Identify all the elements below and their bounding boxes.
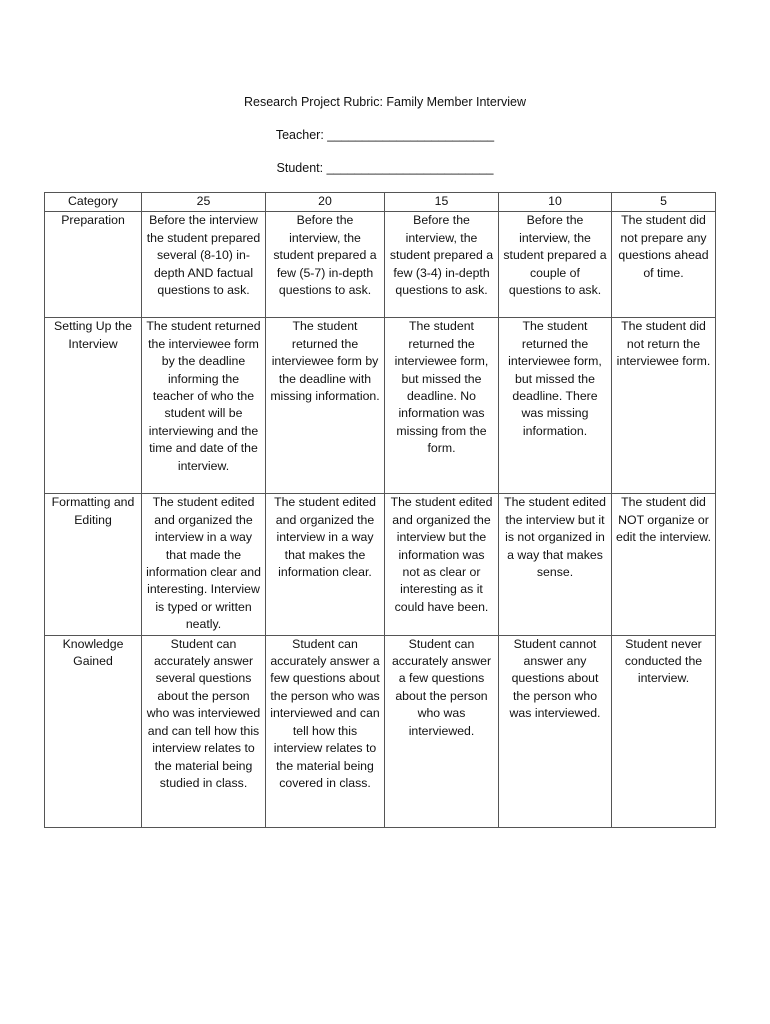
header-score-20: 20 xyxy=(266,193,385,212)
criteria-cell: Student can accurately answer several questions about the person who was interviewed and can tell how this interview relates to the material being studied in class. xyxy=(142,635,266,827)
category-cell: Knowledge Gained xyxy=(45,635,142,827)
criteria-cell: The student did not return the interviewee form. xyxy=(612,318,716,494)
rubric-row-knowledge xyxy=(45,635,716,827)
criteria-cell: Before the interview, the student prepared a few (3-4) in-depth questions to ask. xyxy=(385,212,499,318)
criteria-cell: The student edited and organized the interview but the information was not as clear or interesting as it could have been. xyxy=(385,494,499,635)
criteria-cell: Student can accurately answer a few questions about the person who was interviewed and can tell how this interview relates to the material being covered in class. xyxy=(266,635,385,827)
header-score-25: 25 xyxy=(142,193,266,212)
header-score-10: 10 xyxy=(499,193,612,212)
category-cell: Preparation xyxy=(45,212,142,318)
criteria-cell: Student can accurately answer a few questions about the person who was interviewed. xyxy=(385,635,499,827)
criteria-cell: Student cannot answer any questions about the person who was interviewed. xyxy=(499,635,612,827)
criteria-cell: Student never conducted the interview. xyxy=(612,635,716,827)
criteria-cell: The student returned the interviewee form by the deadline informing the teacher of who the student will be interviewing and the time and date of the interview. xyxy=(142,318,266,494)
rubric-row-preparation xyxy=(45,212,716,318)
criteria-cell: Before the interview, the student prepared a few (5-7) in-depth questions to ask. xyxy=(266,212,385,318)
rubric-table xyxy=(44,192,716,828)
student-line: Student: ________________________ xyxy=(276,161,494,175)
criteria-cell: The student edited the interview but it is not organized in a way that makes sense. xyxy=(499,494,612,635)
document-title: Research Project Rubric: Family Member Interview xyxy=(243,95,527,109)
category-cell: Formatting and Editing xyxy=(45,494,142,635)
criteria-cell: The student did not prepare any questions ahead of time. xyxy=(612,212,716,318)
header-category: Category xyxy=(45,193,142,212)
criteria-cell: The student edited and organized the interview in a way that makes the information clear. xyxy=(266,494,385,635)
rubric-row-formatting xyxy=(45,494,716,635)
criteria-cell: The student did NOT organize or edit the interview. xyxy=(612,494,716,635)
criteria-cell: Before the interview, the student prepared a couple of questions to ask. xyxy=(499,212,612,318)
criteria-cell: The student returned the interviewee form by the deadline with missing information. xyxy=(266,318,385,494)
category-cell: Setting Up the Interview xyxy=(45,318,142,494)
criteria-cell: The student edited and organized the interview in a way that made the information clear and interesting. Interview is typed or written neatly. xyxy=(142,494,266,635)
criteria-cell: The student returned the interviewee form, but missed the deadline. There was missing information. xyxy=(499,318,612,494)
criteria-cell: Before the interview the student prepared several (8-10) in-depth AND factual questions to ask. xyxy=(142,212,266,318)
teacher-line: Teacher: ________________________ xyxy=(275,128,495,142)
header-score-15: 15 xyxy=(385,193,499,212)
rubric-row-setting-up xyxy=(45,318,716,494)
header-score-5: 5 xyxy=(612,193,716,212)
rubric-header-row xyxy=(45,193,716,212)
criteria-cell: The student returned the interviewee form, but missed the deadline. No information was missing from the form. xyxy=(385,318,499,494)
